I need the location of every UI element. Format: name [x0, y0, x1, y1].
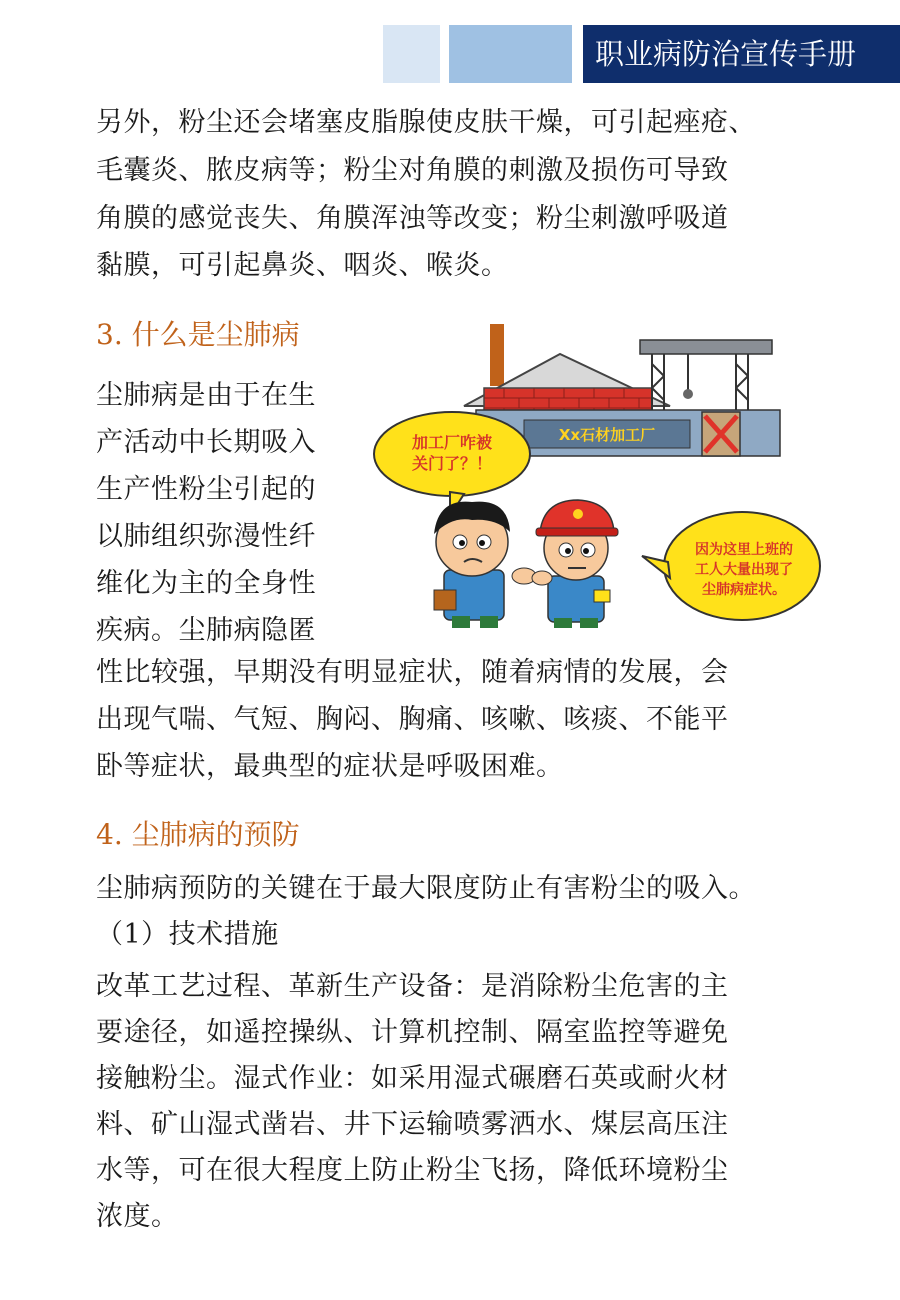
- section3-line: 维化为主的全身性: [96, 568, 316, 599]
- bubble-right-line: 尘肺病症状。: [702, 582, 786, 598]
- section3-line: 以肺组织弥漫性纤: [96, 521, 316, 552]
- intro-line: 毛囊炎、脓皮病等；粉尘对角膜的刺激及损伤可导致: [96, 155, 729, 186]
- section4-lead: 尘肺病预防的关键在于最大限度防止有害粉尘的吸入。: [96, 873, 756, 904]
- section3-line: 出现气喘、气短、胸闷、胸痛、咳嗽、咳痰、不能平: [96, 704, 729, 735]
- factory-sign: Xx石材加工厂: [558, 426, 656, 444]
- cartoon-man-icon: [434, 502, 510, 628]
- page-header-title: 职业病防治宣传手册: [583, 25, 900, 83]
- section3-line: 性比较强，早期没有明显症状，随着病情的发展，会: [96, 657, 729, 688]
- section3-line: 生产性粉尘引起的: [96, 474, 316, 505]
- section4-line: 料、矿山湿式凿岩、井下运输喷雾洒水、煤层高压注: [96, 1109, 729, 1140]
- intro-line: 角膜的感觉丧失、角膜浑浊等改变；粉尘刺激呼吸道: [96, 203, 729, 234]
- gantry-beam-icon: [640, 340, 772, 354]
- section4-subheading: （1）技术措施: [96, 919, 279, 950]
- header-decor-light-square: [383, 25, 440, 83]
- section3-line: 产活动中长期吸入: [96, 427, 316, 458]
- chimney-icon: [490, 324, 504, 386]
- section3-line: 疾病。尘肺病隐匿: [96, 615, 316, 646]
- cartoon-worker-icon: [536, 500, 618, 628]
- section4-line: 浓度。: [96, 1201, 179, 1232]
- section4-line: 改革工艺过程、革新生产设备：是消除粉尘危害的主: [96, 971, 729, 1002]
- bubble-right-line: 工人大量出现了: [695, 562, 793, 578]
- bubble-left-line: 加工厂咋被: [411, 433, 493, 452]
- section4-heading: 4. 尘肺病的预防: [96, 818, 300, 851]
- bubble-left-line: 关门了？！: [411, 454, 493, 473]
- section3-line: 尘肺病是由于在生: [96, 380, 316, 411]
- header-decor-mid-square: [449, 25, 572, 83]
- section3-line: 卧等症状，最典型的症状是呼吸困难。: [96, 751, 564, 782]
- section4-line: 要途径，如遥控操纵、计算机控制、隔室监控等避免: [96, 1017, 729, 1048]
- bubble-right-line: 因为这里上班的: [695, 542, 793, 558]
- intro-line: 黏膜，可引起鼻炎、咽炎、喉炎。: [96, 250, 509, 281]
- section4-line: 接触粉尘。湿式作业：如采用湿式碾磨石英或耐火材: [96, 1063, 729, 1094]
- factory-cartoon-illustration: [372, 318, 822, 630]
- section4-line: 水等，可在很大程度上防止粉尘飞扬，降低环境粉尘: [96, 1155, 729, 1186]
- section3-heading: 3. 什么是尘肺病: [96, 318, 300, 351]
- intro-line: 另外，粉尘还会堵塞皮脂腺使皮肤干燥，可引起痤疮、: [96, 107, 756, 138]
